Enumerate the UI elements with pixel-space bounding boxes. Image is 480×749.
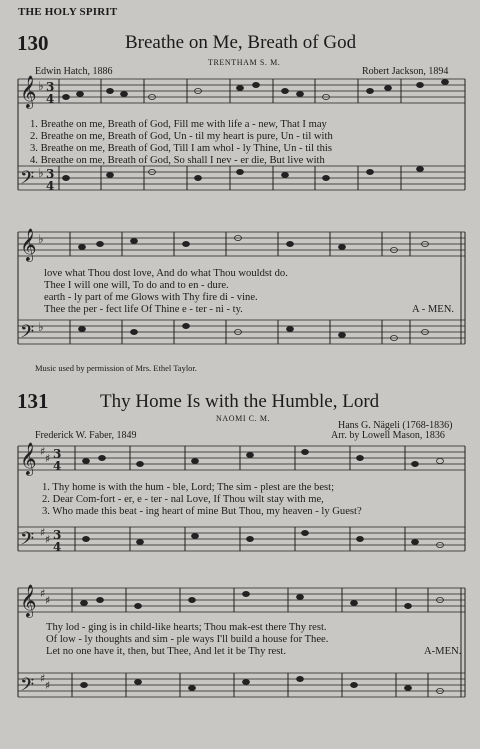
hymn-title: Thy Home Is with the Humble, Lord xyxy=(100,391,380,412)
words-credit: Edwin Hatch, 1886 xyxy=(35,66,113,77)
verse-line: Thy lod - ging is in child-like hearts; Thou mak-est there Thy rest. xyxy=(46,622,327,633)
time-signature: 3 xyxy=(53,528,62,542)
flat-icon: ♭ xyxy=(38,79,44,93)
tune-name: NAOMI C. M. xyxy=(216,414,271,423)
verse-line: 1. Thy home is with the hum - ble, Lord; The sim - plest are the best; xyxy=(42,482,335,493)
bass-clef-icon: 𝄢 xyxy=(20,168,35,193)
verse-line: 3. Who made this beat - ing heart of mine But Thou, my heaven - ly Guest? xyxy=(42,506,362,517)
sharp-icon: ♯ xyxy=(45,452,51,465)
sharp-icon: ♯ xyxy=(40,445,46,458)
section-header: THE HOLY SPIRIT xyxy=(18,6,118,18)
verse-line: 1. Breathe on me, Breath of God, Fill me with life a - new, That I may xyxy=(30,119,327,130)
sharp-icon: ♯ xyxy=(45,679,51,692)
tune-name: TRENTHAM S. M. xyxy=(208,58,281,67)
amen-label: A - MEN. xyxy=(412,304,455,315)
time-signature: 3 xyxy=(53,447,62,461)
permission-note: Music used by permission of Mrs. Ethel Taylor. xyxy=(35,363,197,373)
flat-icon: ♭ xyxy=(38,166,44,180)
time-signature: 4 xyxy=(53,540,62,554)
music-credit: Robert Jackson, 1894 xyxy=(362,66,449,77)
verse-line: Let no one have it, then, but Thee, And let it be Thy rest. xyxy=(46,646,286,657)
music-credit: Hans G. Nägeli (1768-1836) xyxy=(338,420,453,431)
treble-clef-icon: 𝄞 xyxy=(20,442,37,475)
flat-icon: ♭ xyxy=(38,232,44,246)
note-heads xyxy=(63,79,449,693)
verse-line: love what Thou dost love, And do what Thou wouldst do. xyxy=(44,268,288,279)
time-signature: 3 xyxy=(46,167,55,181)
bass-clef-icon: 𝄢 xyxy=(20,529,35,554)
verse-line: Thee I will one will, To do and to en - dure. xyxy=(44,280,229,291)
amen-label: A-MEN. xyxy=(424,646,462,657)
verse-line: 2. Breathe on me, Breath of God, Un - til my heart is pure, Un - til with xyxy=(30,131,333,142)
sharp-icon: ♯ xyxy=(40,526,46,539)
time-signature: 4 xyxy=(53,459,62,473)
time-signature: 3 xyxy=(46,80,55,94)
sharp-icon: ♯ xyxy=(45,594,51,607)
sharp-icon: ♯ xyxy=(40,672,46,685)
time-signature: 4 xyxy=(46,92,55,106)
verse-line: 3. Breathe on me, Breath of God, Till I am whol - ly Thine, Un - til this xyxy=(30,143,332,154)
sharp-icon: ♯ xyxy=(45,533,51,546)
sharp-icon: ♯ xyxy=(40,587,46,600)
verse-line: earth - ly part of me Glows with Thy fire di - vine. xyxy=(44,292,258,303)
verse-line: 2. Dear Com-fort - er, e - ter - nal Love, If Thou wilt stay with me, xyxy=(42,494,324,505)
treble-clef-icon: 𝄞 xyxy=(20,584,37,617)
hymn-title: Breathe on Me, Breath of God xyxy=(125,32,357,53)
bass-clef-icon: 𝄢 xyxy=(20,675,35,700)
words-credit: Frederick W. Faber, 1849 xyxy=(35,430,137,441)
verse-line: 4. Breathe on me, Breath of God, So shall I nev - er die, But live with xyxy=(30,155,325,166)
verse-line: Of low - ly thoughts and sim - ple ways I'll build a house for Thee. xyxy=(46,634,329,645)
treble-clef-icon: 𝄞 xyxy=(20,75,37,108)
hymn-number: 130 xyxy=(17,31,49,55)
arranger-credit: Arr. by Lowell Mason, 1836 xyxy=(331,430,445,441)
flat-icon: ♭ xyxy=(38,320,44,334)
treble-clef-icon: 𝄞 xyxy=(20,228,37,261)
verse-line: Thee the per - fect life Of Thine e - ter - ni - ty. xyxy=(44,304,243,315)
bass-clef-icon: 𝄢 xyxy=(20,322,35,347)
hymn-number: 131 xyxy=(17,389,49,413)
time-signature: 4 xyxy=(46,179,55,193)
